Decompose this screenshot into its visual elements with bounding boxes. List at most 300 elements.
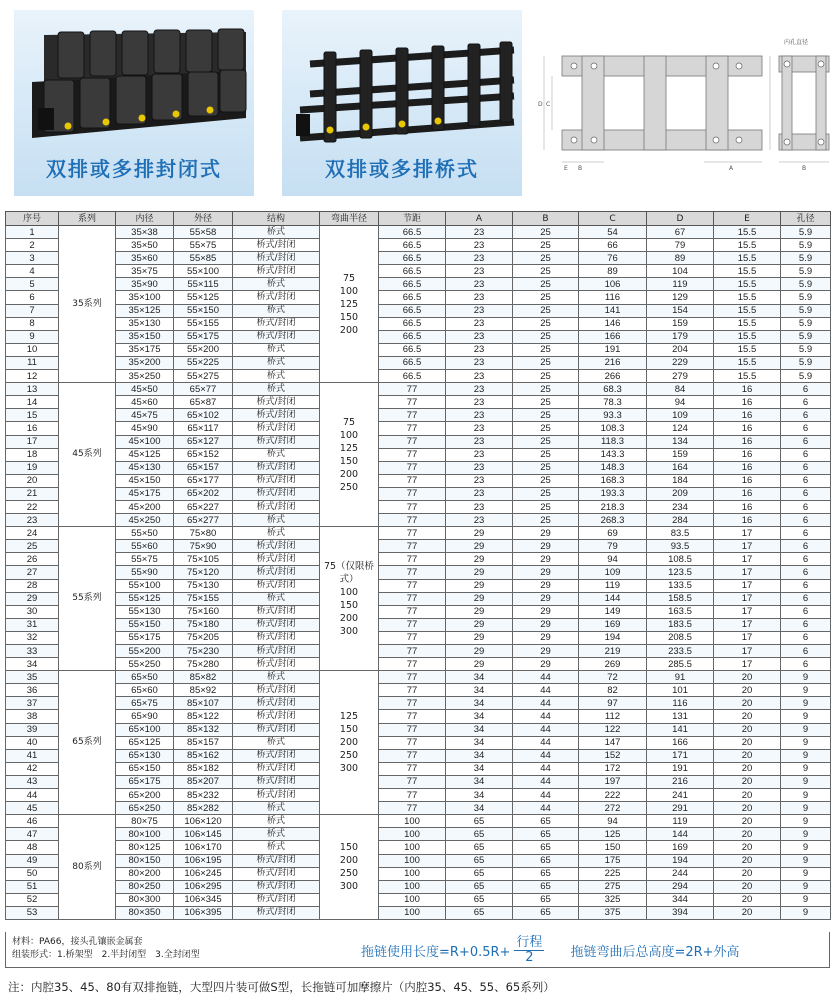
table-cell: 桥式/封闭 (233, 291, 320, 304)
table-cell: 17 (714, 540, 781, 553)
table-cell: 25 (513, 383, 579, 396)
table-cell: 100 (379, 867, 446, 880)
table-cell: 29 (513, 658, 579, 671)
table-row (6, 658, 831, 671)
series-cell: 55系列 (59, 527, 116, 671)
closed-chain-image (14, 10, 254, 160)
table-cell: 45×60 (116, 396, 174, 409)
table-cell: 80×300 (116, 893, 174, 906)
table-cell: 49 (6, 854, 59, 867)
table-cell: 9 (781, 736, 831, 749)
table-cell: 144 (579, 592, 647, 605)
bend-radius-value: 300 (339, 881, 359, 893)
table-cell: 桥式/封闭 (233, 461, 320, 474)
table-cell: 6 (781, 396, 831, 409)
table-cell: 344 (647, 893, 714, 906)
table-cell: 100 (379, 880, 446, 893)
table-cell: 5.9 (781, 252, 831, 265)
table-cell: 55×60 (116, 540, 174, 553)
table-cell: 17 (714, 618, 781, 631)
table-cell: 16 (714, 500, 781, 513)
series-cell: 80系列 (59, 815, 116, 920)
table-cell: 17 (714, 605, 781, 618)
table-cell: 18 (6, 448, 59, 461)
table-row (6, 435, 831, 448)
table-cell: 294 (647, 880, 714, 893)
table-cell: 20 (714, 867, 781, 880)
table-cell: 65 (446, 867, 513, 880)
table-cell: 桥式/封闭 (233, 723, 320, 736)
table-cell: 29 (446, 527, 513, 540)
table-row (6, 226, 831, 239)
table-cell: 285.5 (647, 658, 714, 671)
table-cell: 桥式 (233, 527, 320, 540)
bend-radius-value: 150 (339, 842, 359, 854)
table-cell: 209 (647, 487, 714, 500)
table-cell: 15.5 (714, 278, 781, 291)
table-cell: 204 (647, 343, 714, 356)
table-cell: 66.5 (379, 265, 446, 278)
table-cell: 17 (714, 566, 781, 579)
table-cell: 25 (513, 278, 579, 291)
table-row (6, 854, 831, 867)
table-cell: 53 (6, 906, 59, 919)
table-cell: 34 (446, 671, 513, 684)
table-cell: 桥式/封闭 (233, 631, 320, 644)
table-cell: 35×38 (116, 226, 174, 239)
table-cell: 35×125 (116, 304, 174, 317)
table-cell: 44 (513, 775, 579, 788)
table-cell: 6 (781, 514, 831, 527)
table-cell: 55×125 (116, 592, 174, 605)
table-cell: 桥式/封闭 (233, 893, 320, 906)
table-cell: 28 (6, 579, 59, 592)
table-cell: 23 (446, 226, 513, 239)
table-cell: 44 (513, 789, 579, 802)
closed-caption: 双排或多排封闭式 (46, 157, 222, 181)
table-cell: 25 (513, 474, 579, 487)
table-cell: 78.3 (579, 396, 647, 409)
table-cell: 16 (714, 435, 781, 448)
table-row (6, 618, 831, 631)
table-row (6, 448, 831, 461)
table-cell: 23 (446, 356, 513, 369)
table-cell: 85×162 (174, 749, 233, 762)
bend-radius-value: 125 (339, 711, 359, 723)
table-cell: 101 (647, 684, 714, 697)
table-cell: 25 (513, 343, 579, 356)
table-cell: 5.9 (781, 330, 831, 343)
table-row (6, 631, 831, 644)
table-cell: 桥式 (233, 356, 320, 369)
table-cell: 9 (781, 854, 831, 867)
table-cell: 16 (714, 396, 781, 409)
table-cell: 25 (513, 226, 579, 239)
table-row (6, 487, 831, 500)
table-cell: 6 (781, 527, 831, 540)
table-cell: 29 (513, 645, 579, 658)
table-cell: 65 (513, 893, 579, 906)
table-cell: 164 (647, 461, 714, 474)
table-cell: 29 (446, 618, 513, 631)
table-cell: 66.5 (379, 291, 446, 304)
table-cell: 125 (579, 828, 647, 841)
table-cell: 65×152 (174, 448, 233, 461)
table-cell: 79 (647, 239, 714, 252)
table-cell: 77 (379, 775, 446, 788)
table-cell: 桥式/封闭 (233, 789, 320, 802)
table-cell: 22 (6, 500, 59, 513)
table-cell: 25 (6, 540, 59, 553)
table-cell: 66.5 (379, 317, 446, 330)
bend-radius-value: 200 (339, 855, 359, 867)
table-cell: 80×250 (116, 880, 174, 893)
table-cell: 15.5 (714, 291, 781, 304)
table-cell: 桥式/封闭 (233, 566, 320, 579)
table-cell: 100 (379, 893, 446, 906)
table-cell: 31 (6, 618, 59, 631)
table-cell: 25 (513, 422, 579, 435)
table-cell: 桥式 (233, 592, 320, 605)
table-cell: 桥式/封闭 (233, 880, 320, 893)
table-cell: 29 (513, 553, 579, 566)
table-cell: 44 (513, 723, 579, 736)
table-cell: 77 (379, 789, 446, 802)
table-cell: 179 (647, 330, 714, 343)
table-cell: 34 (446, 710, 513, 723)
table-cell: 桥式 (233, 828, 320, 841)
column-header: D (647, 212, 714, 226)
table-cell: 4 (6, 265, 59, 278)
table-cell: 158.5 (647, 592, 714, 605)
table-cell: 51 (6, 880, 59, 893)
table-cell: 77 (379, 618, 446, 631)
table-cell: 55×130 (116, 605, 174, 618)
table-cell: 233.5 (647, 645, 714, 658)
table-cell: 194 (579, 631, 647, 644)
table-cell: 291 (647, 802, 714, 815)
table-cell: 23 (446, 409, 513, 422)
length-formula-prefix: 拖链使用长度=R+0.5R+ (361, 944, 511, 960)
table-cell: 55×125 (174, 291, 233, 304)
table-cell: 75×230 (174, 645, 233, 658)
table-cell: 15 (6, 409, 59, 422)
table-row (6, 671, 831, 684)
table-cell: 68.3 (579, 383, 647, 396)
table-row (6, 461, 831, 474)
table-cell: 44 (513, 671, 579, 684)
table-cell: 6 (781, 605, 831, 618)
table-cell: 29 (513, 605, 579, 618)
table-cell: 24 (6, 527, 59, 540)
table-cell: 104 (647, 265, 714, 278)
table-row (6, 867, 831, 880)
table-cell: 9 (781, 723, 831, 736)
table-cell: 15.5 (714, 252, 781, 265)
table-cell: 123.5 (647, 566, 714, 579)
table-cell: 38 (6, 710, 59, 723)
table-cell: 23 (446, 265, 513, 278)
table-cell: 75×105 (174, 553, 233, 566)
table-cell: 65×157 (174, 461, 233, 474)
table-cell: 45×100 (116, 435, 174, 448)
table-row (6, 278, 831, 291)
table-cell: 141 (579, 304, 647, 317)
table-cell: 桥式/封闭 (233, 854, 320, 867)
table-cell: 65×100 (116, 723, 174, 736)
table-cell: 244 (647, 867, 714, 880)
table-cell: 47 (6, 828, 59, 841)
table-cell: 80×350 (116, 906, 174, 919)
table-cell: 80×100 (116, 828, 174, 841)
table-cell: 55×58 (174, 226, 233, 239)
table-cell: 25 (513, 330, 579, 343)
table-cell: 44 (6, 789, 59, 802)
table-cell: 77 (379, 540, 446, 553)
table-cell: 6 (781, 500, 831, 513)
table-cell: 54 (579, 226, 647, 239)
table-cell: 29 (446, 645, 513, 658)
table-cell: 桥式 (233, 343, 320, 356)
table-cell: 75×155 (174, 592, 233, 605)
table-cell: 桥式/封闭 (233, 710, 320, 723)
table-cell: 11 (6, 356, 59, 369)
table-cell: 25 (513, 265, 579, 278)
table-cell: 52 (6, 893, 59, 906)
table-cell: 29 (513, 579, 579, 592)
table-cell: 116 (647, 697, 714, 710)
table-cell: 25 (513, 448, 579, 461)
table-cell: 66.5 (379, 370, 446, 383)
table-cell: 29 (513, 618, 579, 631)
table-cell: 25 (513, 409, 579, 422)
table-cell: 20 (714, 880, 781, 893)
bend-radius-cell (320, 383, 379, 527)
table-cell: 166 (579, 330, 647, 343)
fraction-denominator: 2 (525, 949, 534, 965)
table-cell: 100 (379, 841, 446, 854)
column-header: E (714, 212, 781, 226)
table-cell: 65×90 (116, 710, 174, 723)
table-cell: 17 (714, 553, 781, 566)
table-row (6, 815, 831, 828)
table-cell: 44 (513, 710, 579, 723)
table-cell: 6 (781, 461, 831, 474)
table-cell: 6 (781, 448, 831, 461)
table-cell: 12 (6, 370, 59, 383)
table-cell: 15.5 (714, 317, 781, 330)
table-cell: 191 (579, 343, 647, 356)
table-cell: 20 (714, 815, 781, 828)
table-cell: 17 (6, 435, 59, 448)
table-cell: 17 (714, 658, 781, 671)
table-cell: 65×117 (174, 422, 233, 435)
table-cell: 23 (446, 422, 513, 435)
table-cell: 65×250 (116, 802, 174, 815)
table-cell: 77 (379, 684, 446, 697)
column-header: C (579, 212, 647, 226)
table-cell: 116 (579, 291, 647, 304)
table-cell: 216 (647, 775, 714, 788)
table-cell: 77 (379, 671, 446, 684)
table-cell: 21 (6, 487, 59, 500)
table-cell: 桥式/封闭 (233, 265, 320, 278)
table-cell: 55×175 (116, 631, 174, 644)
table-cell: 16 (714, 383, 781, 396)
table-cell: 9 (781, 749, 831, 762)
table-cell: 85×282 (174, 802, 233, 815)
table-cell: 77 (379, 802, 446, 815)
table-cell: 35×75 (116, 265, 174, 278)
table-cell: 65×75 (116, 697, 174, 710)
bend-radius-value: 75（仅限桥式） (323, 560, 375, 585)
table-row (6, 330, 831, 343)
table-cell: 197 (579, 775, 647, 788)
table-cell: 6 (781, 540, 831, 553)
table-cell: 35×130 (116, 317, 174, 330)
table-cell: 122 (579, 723, 647, 736)
table-cell: 35×100 (116, 291, 174, 304)
formula-block (361, 935, 740, 965)
table-cell: 桥式 (233, 671, 320, 684)
table-cell: 225 (579, 867, 647, 880)
table-cell: 85×92 (174, 684, 233, 697)
table-cell: 6 (781, 409, 831, 422)
table-row (6, 566, 831, 579)
bend-radius-cell (320, 671, 379, 815)
table-cell: 75×205 (174, 631, 233, 644)
table-cell: 76 (579, 252, 647, 265)
table-cell: 35×150 (116, 330, 174, 343)
table-cell: 6 (781, 553, 831, 566)
table-cell: 55×90 (116, 566, 174, 579)
table-cell: 23 (446, 448, 513, 461)
table-cell: 5.9 (781, 343, 831, 356)
table-cell: 15.5 (714, 330, 781, 343)
table-cell: 85×82 (174, 671, 233, 684)
table-cell: 6 (6, 291, 59, 304)
table-cell: 85×132 (174, 723, 233, 736)
bend-radius-value: 125 (339, 298, 359, 310)
table-cell: 279 (647, 370, 714, 383)
bend-radius-value: 150 (339, 311, 359, 323)
table-cell: 16 (714, 422, 781, 435)
table-cell: 6 (781, 631, 831, 644)
table-cell: 29 (513, 566, 579, 579)
table-cell: 桥式/封闭 (233, 762, 320, 775)
table-cell: 77 (379, 762, 446, 775)
table-row (6, 749, 831, 762)
table-cell: 桥式/封闭 (233, 317, 320, 330)
table-cell: 108.5 (647, 553, 714, 566)
table-cell: 77 (379, 461, 446, 474)
table-cell: 119 (579, 579, 647, 592)
bend-radius-cell (320, 226, 379, 383)
table-cell: 65 (446, 880, 513, 893)
table-cell: 34 (446, 775, 513, 788)
table-row (6, 880, 831, 893)
table-cell: 44 (513, 749, 579, 762)
table-cell: 150 (579, 841, 647, 854)
table-cell: 48 (6, 841, 59, 854)
table-cell: 6 (781, 383, 831, 396)
table-cell: 166 (647, 736, 714, 749)
table-row (6, 697, 831, 710)
table-cell: 19 (6, 461, 59, 474)
table-cell: 89 (579, 265, 647, 278)
table-cell: 66.5 (379, 330, 446, 343)
table-cell: 33 (6, 645, 59, 658)
table-cell: 44 (513, 684, 579, 697)
table-cell: 77 (379, 631, 446, 644)
table-cell: 77 (379, 658, 446, 671)
table-cell: 23 (446, 383, 513, 396)
table-cell: 23 (446, 514, 513, 527)
table-cell: 65×277 (174, 514, 233, 527)
table-cell: 35×90 (116, 278, 174, 291)
table-row (6, 540, 831, 553)
table-cell: 100 (379, 906, 446, 919)
table-cell: 35×200 (116, 356, 174, 369)
table-cell: 65×200 (116, 789, 174, 802)
height-formula: 拖链弯曲后总高度=2R+外高 (570, 944, 740, 960)
material-text: 材料：PA66，接头孔镶嵌金属套 (12, 937, 143, 947)
table-cell: 16 (714, 474, 781, 487)
table-cell: 35×250 (116, 370, 174, 383)
dim-b2-label: B (802, 165, 807, 172)
table-cell: 桥式 (233, 370, 320, 383)
table-cell: 17 (714, 527, 781, 540)
table-cell: 65 (513, 828, 579, 841)
table-cell: 35 (6, 671, 59, 684)
table-cell: 6 (781, 658, 831, 671)
table-cell: 97 (579, 697, 647, 710)
table-row (6, 239, 831, 252)
table-cell: 77 (379, 487, 446, 500)
table-cell: 23 (446, 343, 513, 356)
table-cell: 23 (446, 370, 513, 383)
table-cell: 34 (446, 736, 513, 749)
table-cell: 桥式/封闭 (233, 409, 320, 422)
table-cell: 桥式/封闭 (233, 487, 320, 500)
table-cell: 65×125 (116, 736, 174, 749)
table-cell: 34 (446, 749, 513, 762)
table-row (6, 684, 831, 697)
table-cell: 40 (6, 736, 59, 749)
table-cell: 5 (6, 278, 59, 291)
table-cell: 65 (513, 880, 579, 893)
table-cell: 65×202 (174, 487, 233, 500)
table-cell: 191 (647, 762, 714, 775)
table-cell: 29 (513, 592, 579, 605)
table-footer (5, 932, 830, 968)
table-row (6, 500, 831, 513)
table-cell: 44 (513, 736, 579, 749)
table-cell: 20 (714, 671, 781, 684)
table-cell: 20 (714, 802, 781, 815)
table-cell: 桥式/封闭 (233, 540, 320, 553)
table-cell: 25 (513, 487, 579, 500)
table-cell: 208.5 (647, 631, 714, 644)
table-cell: 6 (781, 566, 831, 579)
table-cell: 77 (379, 579, 446, 592)
table-cell: 6 (781, 579, 831, 592)
table-cell: 20 (714, 893, 781, 906)
table-cell: 25 (513, 239, 579, 252)
table-cell: 141 (647, 723, 714, 736)
table-row (6, 645, 831, 658)
table-cell: 55×75 (116, 553, 174, 566)
